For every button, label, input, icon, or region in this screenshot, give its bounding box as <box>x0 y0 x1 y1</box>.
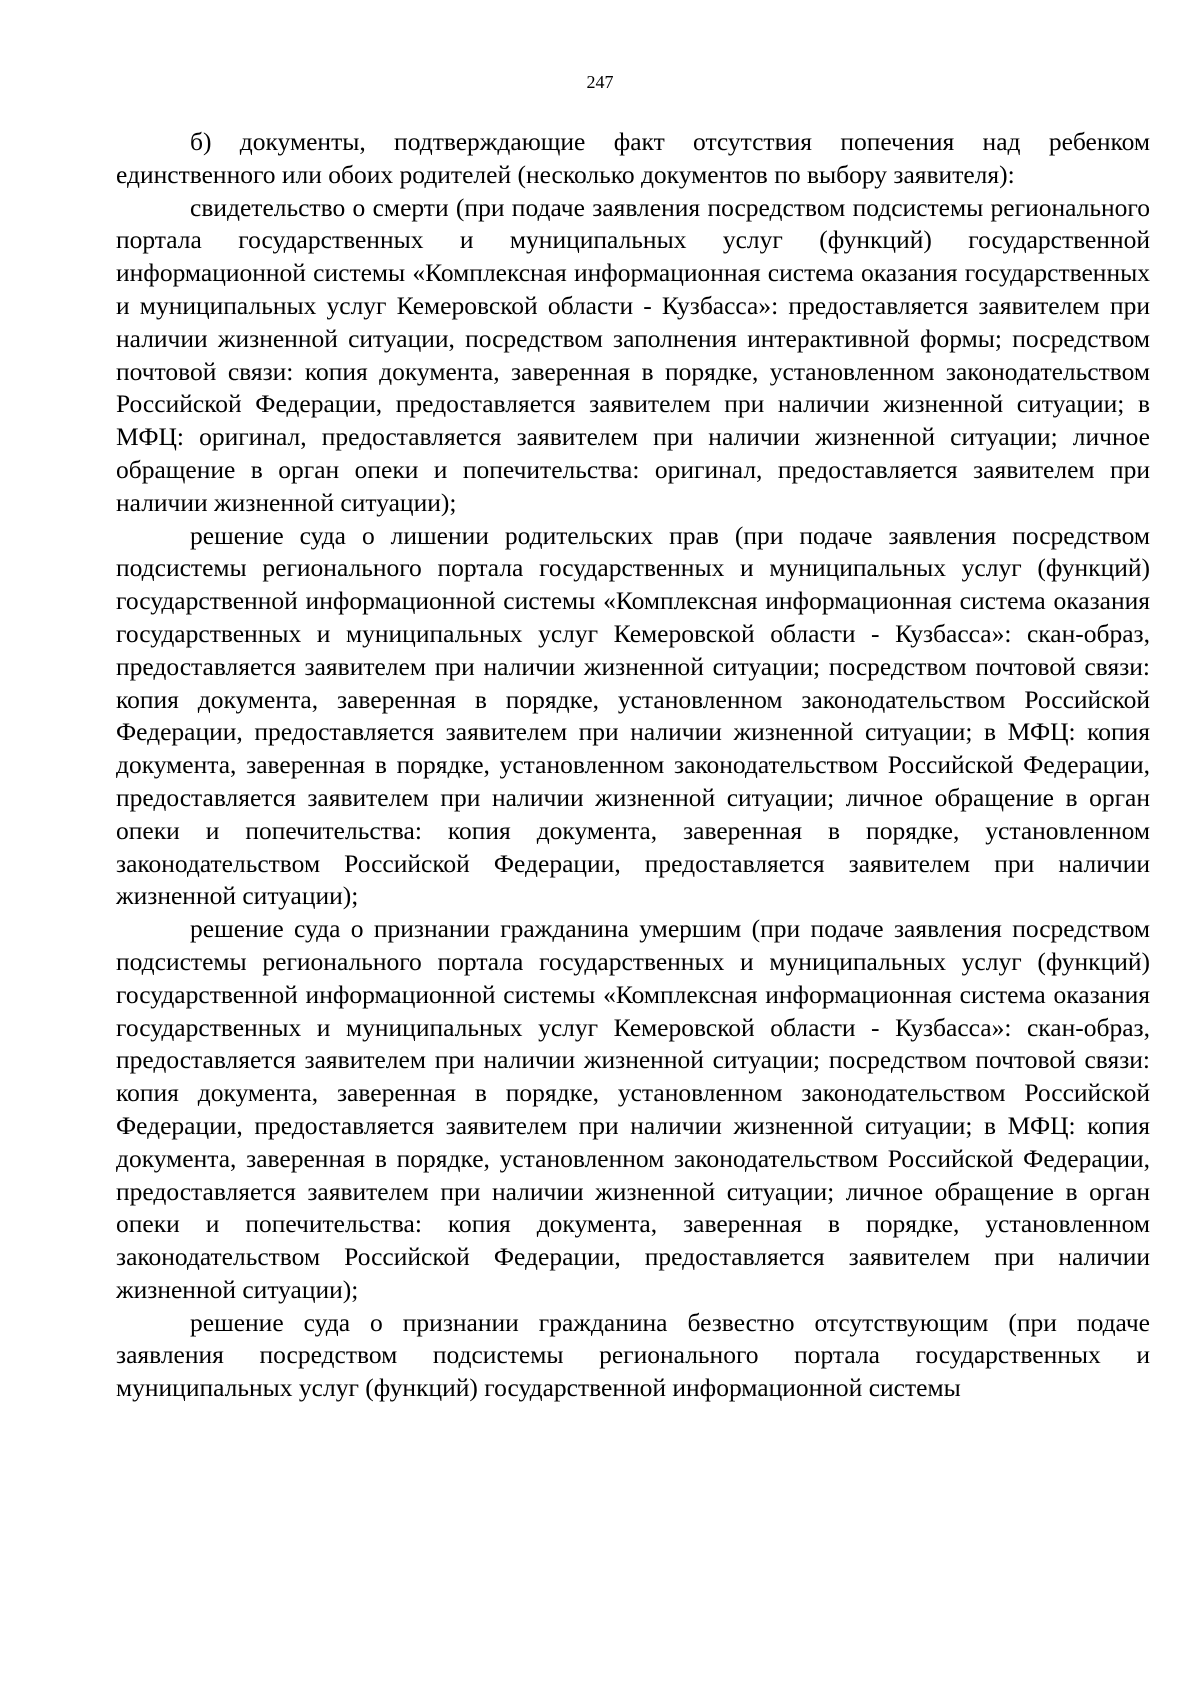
paragraph-death-certificate: свидетельство о смерти (при подаче заявления посредством подсистемы регионального портала государственных и муниципальных услуг (функций) государственной информационной системы «Комплексная информационная система оказания государственных и муниципальных услуг Кемеровской области - Кузбасса»: предоставляется заявителем при наличии жизненной ситуации, посредством заполнения интерактивной формы; посредством почтовой связи: копия документа, заверенная в порядке, установленном законодательством Российской Федерации, предоставляется заявителем при наличии жизненной ситуации; в МФЦ: оригинал, предоставляется заявителем при наличии жизненной ситуации; личное обращение в орган опеки и попечительства: оригинал, предоставляется заявителем при наличии жизненной ситуации); <box>116 192 1150 517</box>
paragraph-declared-missing: решение суда о признании гражданина безвестно отсутствующим (при подаче заявления посредством подсистемы регионального портала государственных и муниципальных услуг (функций) государственной информационной системы <box>116 1307 1150 1403</box>
paragraph-documents-intro: б) документы, подтверждающие факт отсутствия попечения над ребенком единственного или обоих родителей (несколько документов по выбору заявителя): <box>116 127 1150 189</box>
paragraph-deprivation-of-parental-rights: решение суда о лишении родительских прав (при подаче заявления посредством подсистемы регионального портала государственных и муниципальных услуг (функций) государственной информационной системы «Комплексная информационная система оказания государственных и муниципальных услуг Кемеровской области - Кузбасса»: скан-образ, предоставляется заявителем при наличии жизненной ситуации; посредством почтовой связи: копия документа, заверенная в порядке, установленном законодательством Российской Федерации, предоставляется заявителем при наличии жизненной ситуации; в МФЦ: копия документа, заверенная в порядке, установленном законодательством Российской Федерации, предоставляется заявителем при наличии жизненной ситуации; личное обращение в орган опеки и попечительства: копия документа, заверенная в порядке, установленном законодательством Российской Федерации, предоставляется заявителем при наличии жизненной ситуации); <box>116 520 1150 911</box>
document-body <box>116 126 1150 1405</box>
paragraph-declared-deceased: решение суда о признании гражданина умершим (при подаче заявления посредством подсистемы регионального портала государственных и муниципальных услуг (функций) государственной информационной системы «Комплексная информационная система оказания государственных и муниципальных услуг Кемеровской области - Кузбасса»: скан-образ, предоставляется заявителем при наличии жизненной ситуации; посредством почтовой связи: копия документа, заверенная в порядке, установленном законодательством Российской Федерации, предоставляется заявителем при наличии жизненной ситуации; в МФЦ: копия документа, заверенная в порядке, установленном законодательством Российской Федерации, предоставляется заявителем при наличии жизненной ситуации; личное обращение в орган опеки и попечительства: копия документа, заверенная в порядке, установленном законодательством Российской Федерации, предоставляется заявителем при наличии жизненной ситуации); <box>116 914 1150 1304</box>
page-number: 247 <box>586 72 614 92</box>
